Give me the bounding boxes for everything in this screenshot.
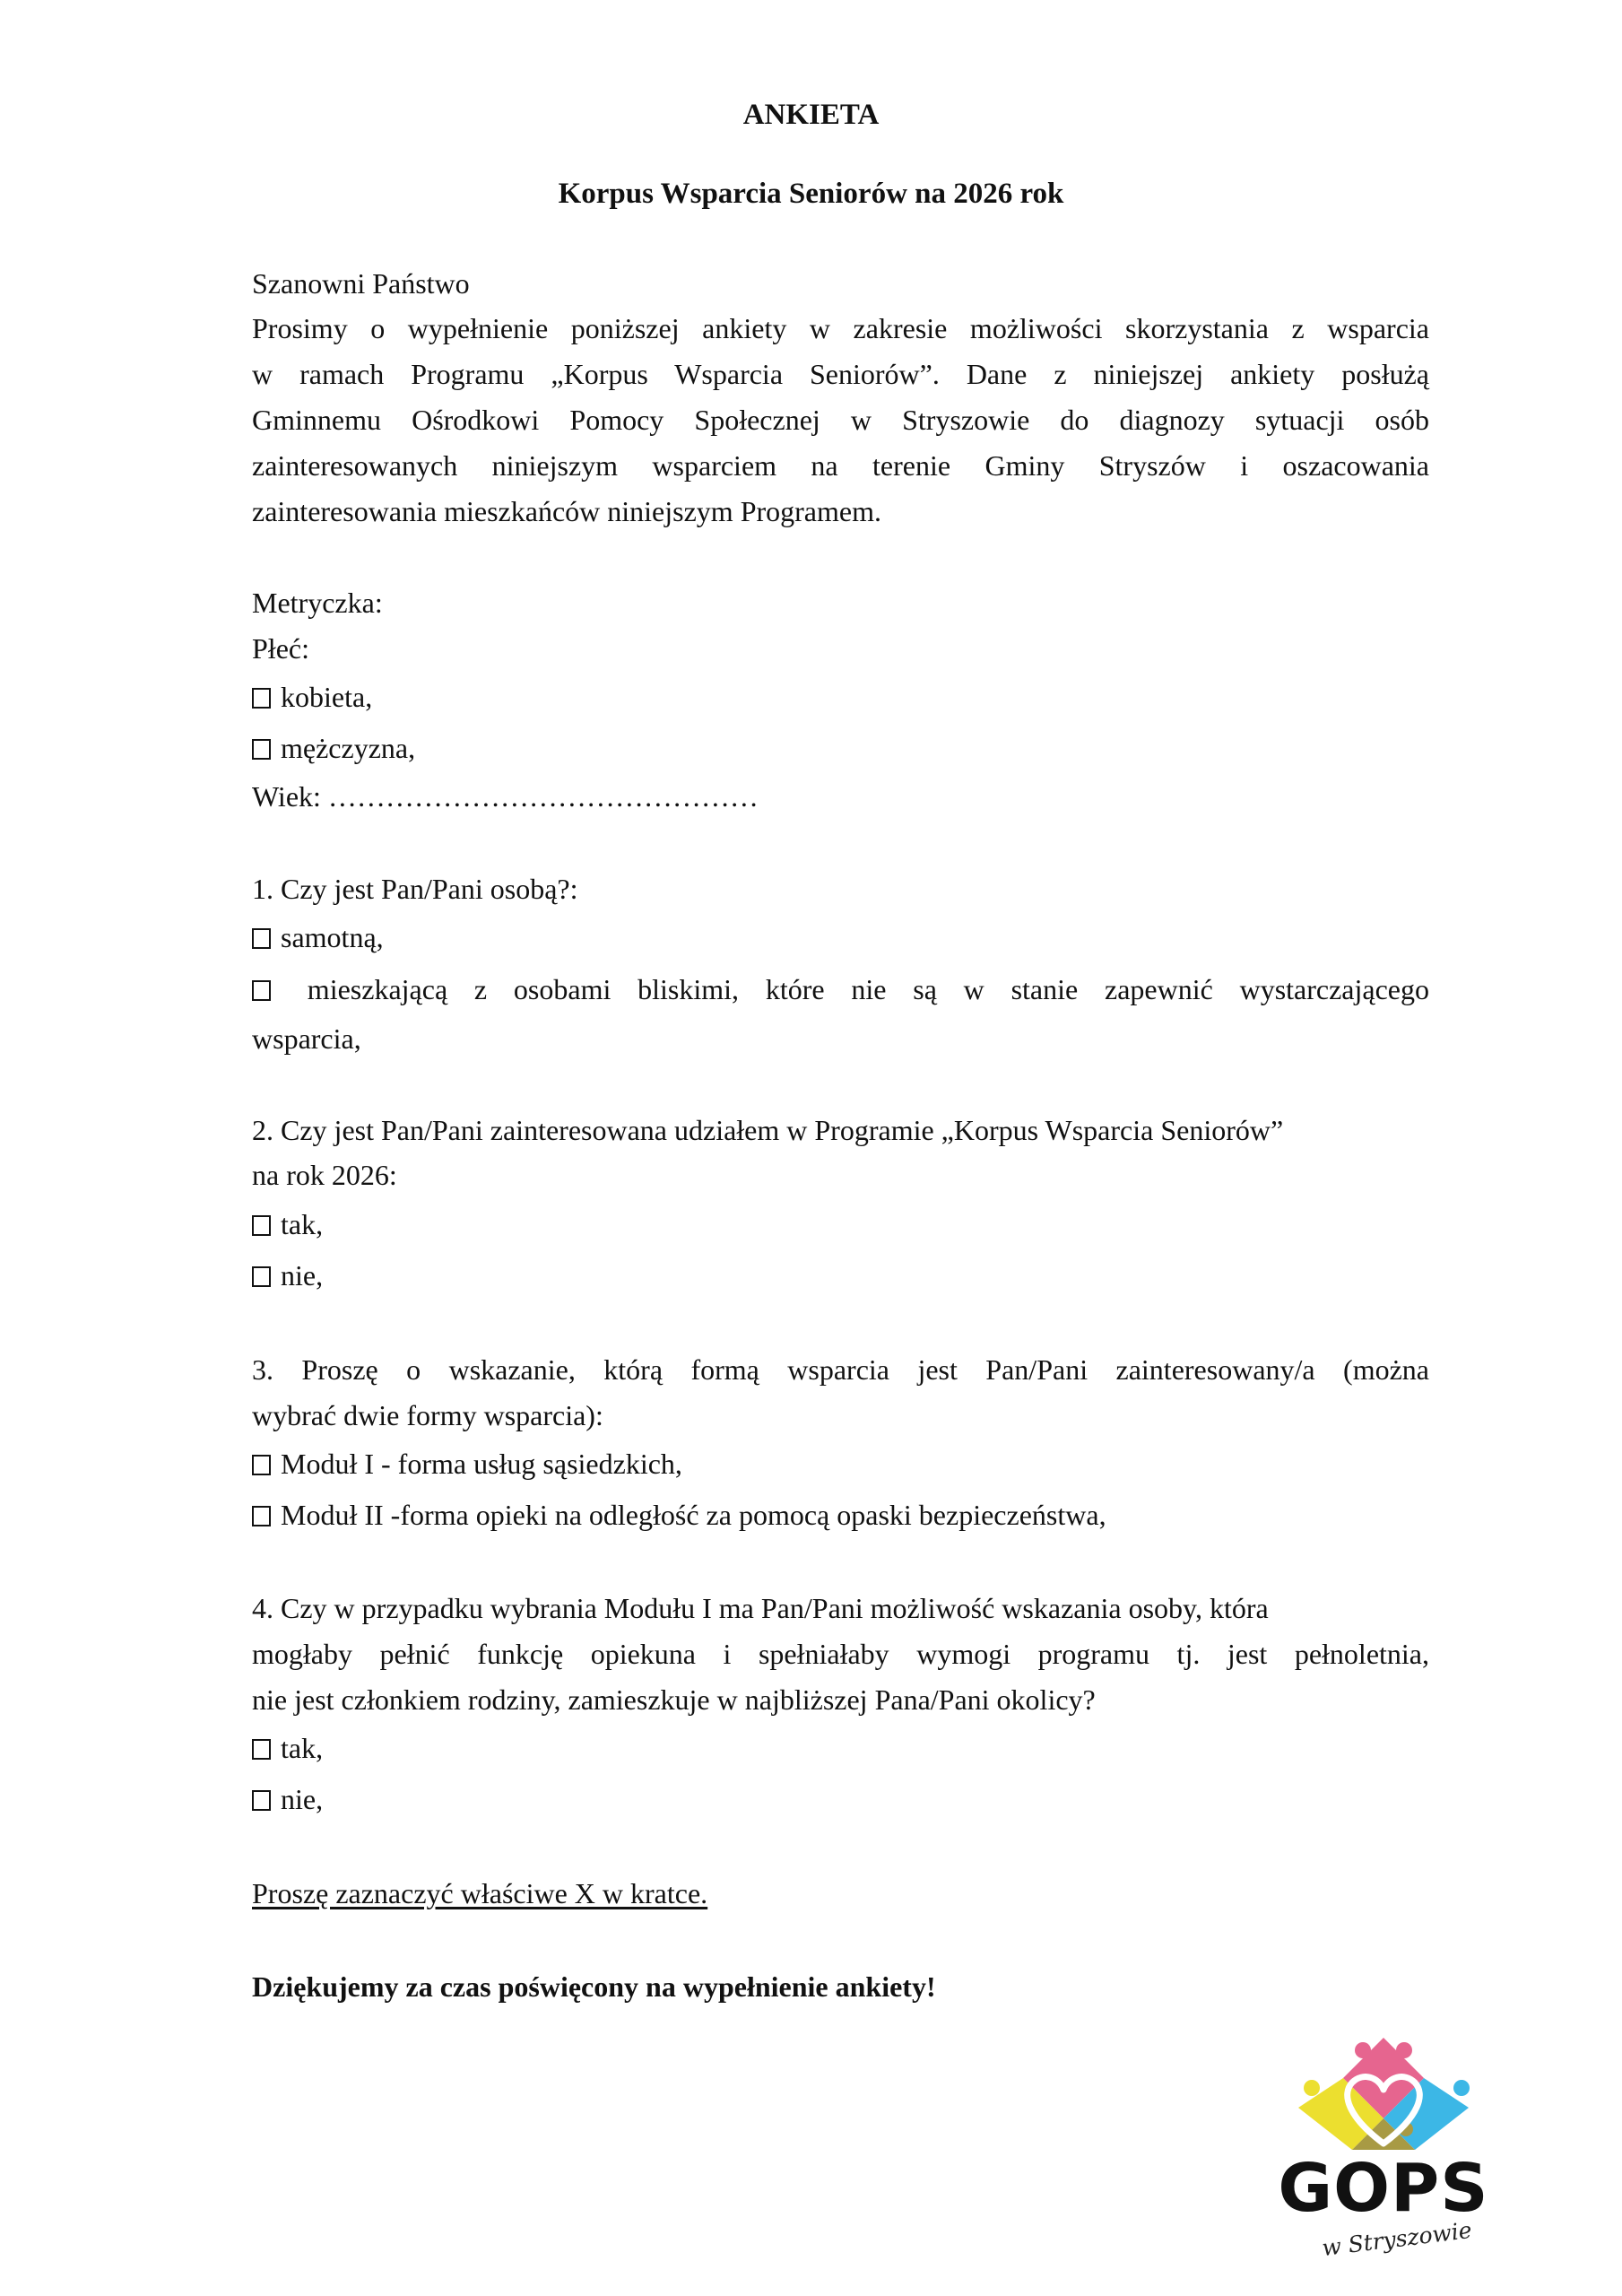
option-label: mieszkającą z osobami bliskimi, które nie są w stanie zapewnić wystarczającego: [307, 973, 1430, 1005]
checkbox[interactable]: [252, 1790, 271, 1811]
question-4-continued: mogłaby pełnić funkcję opiekuna i spełniałaby wymogi programu tj. jest pełnoletnia,: [252, 1638, 1429, 1670]
option-label: Moduł I - forma usług sąsiedzkich,: [281, 1448, 682, 1480]
checkbox[interactable]: [252, 688, 271, 709]
option-label: nie,: [281, 1783, 324, 1815]
option-q4-nie[interactable]: [252, 1781, 323, 1817]
checkbox[interactable]: [252, 1506, 271, 1526]
intro-line: zainteresowania mieszkańców niniejszym Programem.: [252, 495, 881, 527]
option-samotna[interactable]: [252, 919, 384, 955]
option-q2-tak[interactable]: [252, 1206, 323, 1242]
greeting: Szanowni Państwo: [252, 267, 470, 300]
puzzle-heart-icon: [1262, 2018, 1505, 2161]
checkbox[interactable]: [252, 1739, 271, 1760]
checkbox[interactable]: [252, 1266, 271, 1287]
logo-subtitle: w Stryszowie: [1320, 2216, 1474, 2262]
checkbox[interactable]: [252, 1215, 271, 1236]
question-3-continued: wybrać dwie formy wsparcia):: [252, 1399, 603, 1431]
age-input-dots[interactable]: ………………………………………: [327, 780, 759, 813]
checkbox[interactable]: [252, 739, 271, 760]
option-label: tak,: [281, 1732, 324, 1764]
option-q4-tak[interactable]: [252, 1730, 323, 1766]
option-label: tak,: [281, 1208, 324, 1240]
option-modul-2[interactable]: [252, 1497, 1106, 1533]
option-label: nie,: [281, 1259, 324, 1292]
checkbox[interactable]: [252, 1455, 271, 1475]
question-3: 3. Proszę o wskazanie, którą formą wsparcia jest Pan/Pani zainteresowany/a (można: [252, 1353, 1429, 1386]
document-title: ANKIETA: [742, 99, 880, 131]
option-label: Moduł II -forma opieki na odległość za pomocą opaski bezpieczeństwa,: [281, 1499, 1106, 1531]
option-label-continued: wsparcia,: [252, 1022, 361, 1055]
option-label: kobieta,: [281, 681, 373, 713]
age-field[interactable]: [252, 778, 759, 814]
option-modul-1[interactable]: [252, 1446, 682, 1482]
intro-line: Prosimy o wypełnienie poniższej ankiety w zakresie możliwości skorzystania z wsparcia: [252, 312, 1429, 344]
option-label: samotną,: [281, 921, 384, 953]
option-q2-nie[interactable]: [252, 1257, 323, 1293]
option-kobieta[interactable]: [252, 679, 372, 715]
age-label: Wiek:: [252, 780, 321, 813]
thanks-text: Dziękujemy za czas poświęcony na wypełnienie ankiety!: [252, 1970, 936, 2003]
intro-line: Gminnemu Ośrodkowi Pomocy Społecznej w Stryszowie do diagnozy sytuacji osób: [252, 404, 1429, 436]
question-4-continued: nie jest członkiem rodziny, zamieszkuje w najbliższej Pana/Pani okolicy?: [252, 1683, 1096, 1716]
gops-logo: [1262, 2018, 1505, 2260]
option-mieszkajaca[interactable]: [252, 971, 1429, 1007]
checkbox[interactable]: [252, 980, 271, 1001]
question-2-continued: na rok 2026:: [252, 1159, 397, 1191]
option-label: mężczyzna,: [281, 732, 416, 764]
logo-title: GOPS: [1278, 2150, 1489, 2227]
instruction-text: Proszę zaznaczyć właściwe X w kratce.: [252, 1877, 708, 1909]
metryczka-label: Metryczka:: [252, 587, 383, 619]
checkbox[interactable]: [252, 928, 271, 949]
question-2: 2. Czy jest Pan/Pani zainteresowana udziałem w Programie „Korpus Wsparcia Seniorów”: [252, 1114, 1284, 1146]
document-subtitle: Korpus Wsparcia Seniorów na 2026 rok: [558, 178, 1064, 210]
question-1: 1. Czy jest Pan/Pani osobą?:: [252, 873, 578, 905]
option-mezczyzna[interactable]: [252, 730, 415, 766]
intro-line: w ramach Programu „Korpus Wsparcia Seniorów”. Dane z niniejszej ankiety posłużą: [252, 358, 1429, 390]
sex-label: Płeć:: [252, 632, 309, 665]
question-4: 4. Czy w przypadku wybrania Modułu I ma Pan/Pani możliwość wskazania osoby, która: [252, 1592, 1269, 1624]
intro-line: zainteresowanych niniejszym wsparciem na terenie Gminy Stryszów i oszacowania: [252, 449, 1429, 482]
